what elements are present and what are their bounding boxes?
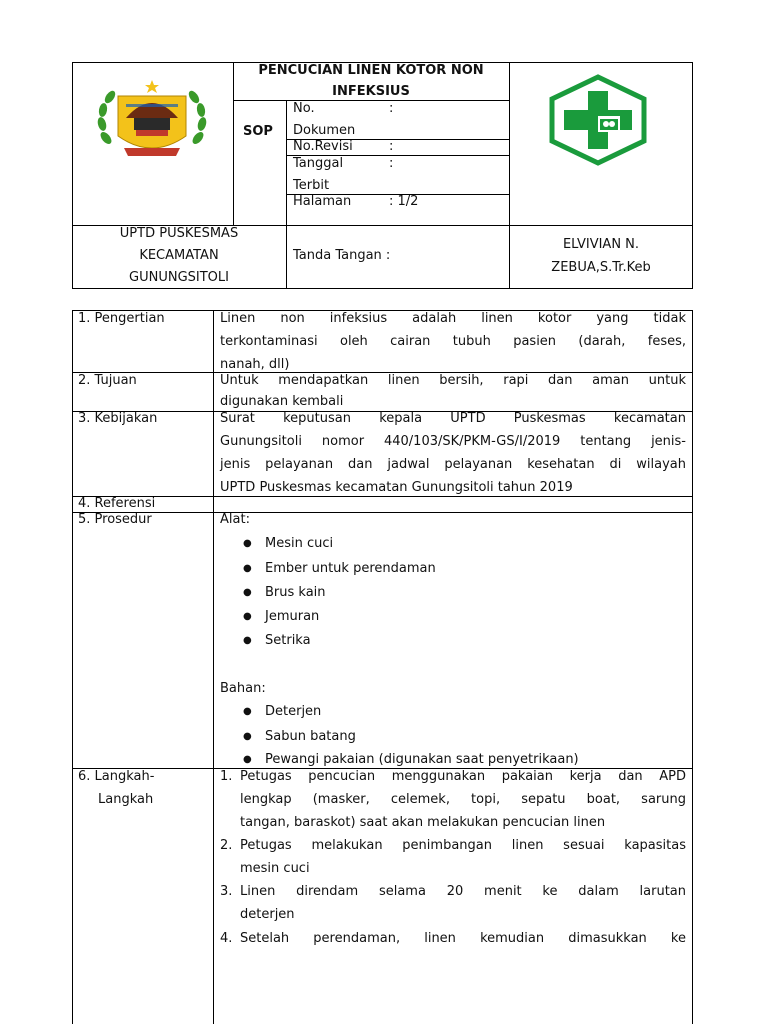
city-emblem-logo bbox=[96, 78, 208, 162]
no-dokumen-colon: : bbox=[389, 101, 394, 116]
alat-item: Mesin cuci bbox=[265, 536, 334, 551]
step-line: Linen direndam selama 20 menit ke dalam larutan bbox=[240, 884, 686, 899]
no-revisi-label: No.Revisi bbox=[293, 139, 353, 154]
step-line: Petugas pencucian menggunakan pakaian kerja dan APD bbox=[240, 769, 686, 784]
no-dokumen-label2: Dokumen bbox=[293, 123, 356, 138]
step-line: Setelah perendaman, linen kemudian dimasukkan ke bbox=[240, 931, 686, 946]
step-line: lengkap (masker, celemek, topi, sepatu boat, sarung bbox=[240, 792, 686, 807]
alat-item: Ember untuk perendaman bbox=[265, 561, 436, 576]
bullet-icon: ● bbox=[243, 611, 252, 622]
bullet-icon: ● bbox=[243, 587, 252, 598]
bullet-icon: ● bbox=[243, 538, 252, 549]
doc-title-line1: PENCUCIAN LINEN KOTOR NON bbox=[258, 63, 484, 78]
bullet-icon: ● bbox=[243, 706, 252, 717]
sop-label: SOP bbox=[243, 124, 273, 139]
bullet-icon: ● bbox=[243, 754, 252, 765]
tanggal-terbit-colon: : bbox=[389, 156, 394, 171]
kebijakan-line3: jenis pelayanan dan jadwal pelayanan kesehatan di wilayah bbox=[220, 457, 686, 472]
section-label-prosedur: 5. Prosedur bbox=[78, 512, 152, 527]
alat-item: Brus kain bbox=[265, 585, 326, 600]
signer-name-line1: ELVIVIAN N. bbox=[562, 237, 640, 252]
bahan-heading: Bahan: bbox=[220, 681, 266, 696]
signer-name-line2: ZEBUA,S.Tr.Keb bbox=[551, 260, 651, 275]
no-revisi-colon: : bbox=[389, 139, 394, 154]
bahan-item: Deterjen bbox=[265, 704, 322, 719]
doc-title-line2: INFEKSIUS bbox=[332, 84, 410, 99]
section-label-langkah: 6. Langkah- bbox=[78, 769, 155, 784]
tujuan-line2: digunakan kembali bbox=[220, 394, 344, 409]
tujuan-line1: Untuk mendapatkan linen bersih, rapi dan aman untuk bbox=[220, 373, 686, 388]
step-number: 2. bbox=[220, 838, 233, 853]
kebijakan-line4: UPTD Puskesmas kecamatan Gunungsitoli tahun 2019 bbox=[220, 480, 573, 495]
puskesmas-logo bbox=[548, 74, 648, 166]
pengertian-line2: terkontaminasi oleh cairan tubuh pasien (darah, feses, bbox=[220, 334, 686, 349]
halaman-value: : 1/2 bbox=[389, 194, 419, 209]
alat-heading: Alat: bbox=[220, 512, 250, 527]
alat-item: Jemuran bbox=[265, 609, 320, 624]
section-label-pengertian: 1. Pengertian bbox=[78, 311, 165, 326]
section-label-tujuan: 2. Tujuan bbox=[78, 373, 137, 388]
bahan-item: Pewangi pakaian (digunakan saat penyetrikaan) bbox=[265, 752, 579, 767]
section-label-referensi: 4. Referensi bbox=[78, 496, 156, 511]
org-name-line3: GUNUNGSITOLI bbox=[129, 270, 229, 285]
step-line: deterjen bbox=[240, 907, 295, 922]
step-number: 1. bbox=[220, 769, 233, 784]
bullet-icon: ● bbox=[243, 731, 252, 742]
signature-label: Tanda Tangan : bbox=[293, 248, 391, 263]
bahan-item: Sabun batang bbox=[265, 729, 356, 744]
pengertian-line1: Linen non infeksius adalah linen kotor yang tidak bbox=[220, 311, 686, 326]
alat-item: Setrika bbox=[265, 633, 311, 648]
halaman-label: Halaman bbox=[293, 194, 352, 209]
step-line: Petugas melakukan penimbangan linen sesuai kapasitas bbox=[240, 838, 686, 853]
step-line: mesin cuci bbox=[240, 861, 310, 876]
pengertian-line3: nanah, dll) bbox=[220, 357, 290, 372]
bullet-icon: ● bbox=[243, 563, 252, 574]
kebijakan-line2: Gunungsitoli nomor 440/103/SK/PKM-GS/I/2019 tentang jenis- bbox=[220, 434, 686, 449]
step-number: 3. bbox=[220, 884, 233, 899]
tanggal-terbit-label: Tanggal bbox=[293, 156, 344, 171]
org-name-line2: KECAMATAN bbox=[139, 248, 219, 263]
section-label-kebijakan: 3. Kebijakan bbox=[78, 411, 158, 426]
no-dokumen-label: No. bbox=[293, 101, 315, 116]
org-name-line1: UPTD PUSKESMAS bbox=[119, 226, 239, 241]
step-number: 4. bbox=[220, 931, 233, 946]
bullet-icon: ● bbox=[243, 635, 252, 646]
tanggal-terbit-label2: Terbit bbox=[293, 178, 330, 193]
section-label-langkah-line2: Langkah bbox=[98, 792, 154, 807]
kebijakan-line1: Surat keputusan kepala UPTD Puskesmas kecamatan bbox=[220, 411, 686, 426]
step-line: tangan, baraskot) saat akan melakukan pencucian linen bbox=[240, 815, 606, 830]
